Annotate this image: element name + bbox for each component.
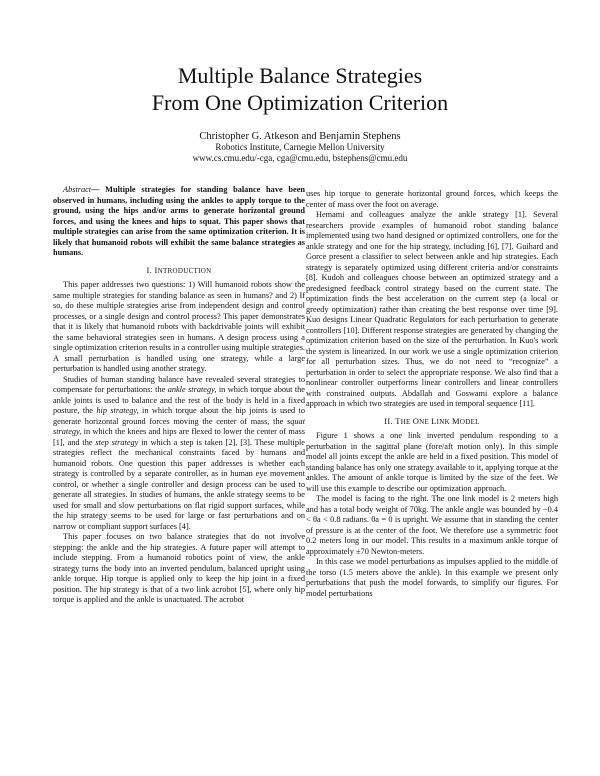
abstract-text: — Multiple strategies for standing balance have been observed in humans, including using the ankles to apply torque to the ground, using the hips and/or arms to generate horizontal ground forces, and using the knees and hips to squat. This paper shows that multiple strategies can arise from the same optimization criterion. It is likely that humanoid robots will exhibit the same balance strategies as humans. [53,185,305,257]
intro-paragraph-3: This paper focuses on two balance strategies that do not involve stepping: the ankle and the hip strategies. A future paper will attempt to include stepping. From a humanoid robotics point of view, the ankle strategy turns the body into an inverted pendulum, balanced upright using ankle torque. Hip torque is applied only to keep the hip joint in a fixed position. The hip strategy is that of a two link acrobot [5], where only hip torque is applied and the ankle is unactuated. The acrobot [53,532,305,604]
title-line-2: From One Optimization Criterion [151,90,449,115]
section-heading-one-link-model: II. THE ONE LINK MODEL [384,415,480,426]
author-names: Christopher G. Atkeson and Benjamin Stephens [199,131,401,142]
abstract [53,185,305,259]
left-column [53,185,305,606]
one-link-paragraph-1: Figure 1 shows a one link inverted pendulum responding to a perturbation in the sagittal plane (fore/aft motion only). In this simple model all joints except the ankle are held in a fixed position. This model of standing balance has only one strategy available to it, applying torque at the ankles. The amount of ankle torque is limited by the size of the feet. We will use this example to describe our optimization approach. [306,431,558,493]
right-column [306,189,558,599]
intro-paragraph-1: This paper addresses two questions: 1) Will humanoid robots show the same multiple strategies for standing balance as seen in humans? and 2) If so, do these multiple strategies arise from independent design and control processes, or a single design and control process? This paper demonstrates that it is likely that humanoid robots with backdrivable joints will exhibit the same behavioral strategies seen in humans. A design process using a single optimization criterion results in a controller using multiple strategies. A small perturbation is handled using one strategy, while a large perturbation is handled using another strategy. [53,280,305,373]
intro-paragraph-2: Studies of human standing balance have revealed several strategies to compensate for perturbations: the ankle strategy, in which torque about the ankle joints is used to balance and the rest of the body is held in a fixed posture, the hip strategy, in which torque about the hip joints is used to generate horizontal ground forces moving the center of mass, the squat strategy, in which the knees and hips are flexed to lower the center of mass [1], and the step strategy in which a step is taken [2], [3]. These multiple strategies reflect the mechanical constraints faced by humans and humanoid robots. One question this paper addresses is whether each strategy is controlled by a separate controller, as in human eye movement control, or whether a single controller and design process can be used to generate all strategies. In studies of humans, the ankle strategy seems to be used for small and slow perturbations on flat rigid support surfaces, while the hip strategy seems to be used for large or fast perturbations and on narrow or compliant support surfaces [4]. [53,374,305,531]
related-work-paragraph: Hemami and colleagues analyze the ankle strategy [1]. Several researchers provide examples of humanoid robot standing balance implemented using two hand designed or optimized controllers, one for the ankle strategy and one for the hip strategy, including [6], [7]. Guihard and Gorce present a classifier to select between ankle and hip strategies. Each strategy is separately optimized using different criteria and/or constraints [8]. Kudoh and colleagues choose between an optimized strategy and a predesigned feedback control strategy based on the current state. The optimization finds the best acceleration on the current step (a local or greedy optimization) rather than creating the best response over time [9]. Kuo designs Linear Quadratic Regulators for each perturbation to generate controllers [10]. Different response strategies are generated by changing the optimization criterion based on the size of the perturbation. In Kuo's work the system is linearized. In our work we use a single optimization criterion for all perturbation sizes. Thus, we do not need to “recognize” a perturbation in order to select the appropriate response. We also find that a nonlinear controller outperforms linear controllers and linear controllers with constrained outputs. Abdallah and Goswami explore a balance approach in which two strategies are used in temporal sequence [11]. [306,210,558,408]
author-emails: www.cs.cmu.edu/-cga, cga@cmu.edu, bstephens@cmu.edu [192,153,408,163]
affiliation: Robotics Institute, Carnegie Mellon University [215,142,385,152]
abstract-label: Abstract [63,185,92,194]
paper-title [0,62,600,116]
title-line-1: Multiple Balance Strategies [177,63,423,88]
one-link-paragraph-3: In this case we model perturbations as impulses applied to the middle of the torso (1.5 meters above the ankle). In this example we present only perturbations that push the model forwards, to simplify our figures. For model perturbations [306,557,558,598]
section-heading-introduction: I. INTRODUCTION [146,264,212,275]
one-link-paragraph-2: The model is facing to the right. The one link model is 2 meters high and has a total body weight of 70kg. The ankle angle was bounded by −0.4 < θa < 0.8 radians. θa = 0 is upright. We assume that in standing the center of pressure is at the center of the foot. We therefore use a symmetric foot 0.2 meters long in our model. This results in a maximum ankle torque of approximately ±70 Newton-meters. [306,494,558,556]
intro-paragraph-3-continued: uses hip torque to generate horizontal ground forces, which keeps the center of mass over the foot on average. [306,189,558,209]
